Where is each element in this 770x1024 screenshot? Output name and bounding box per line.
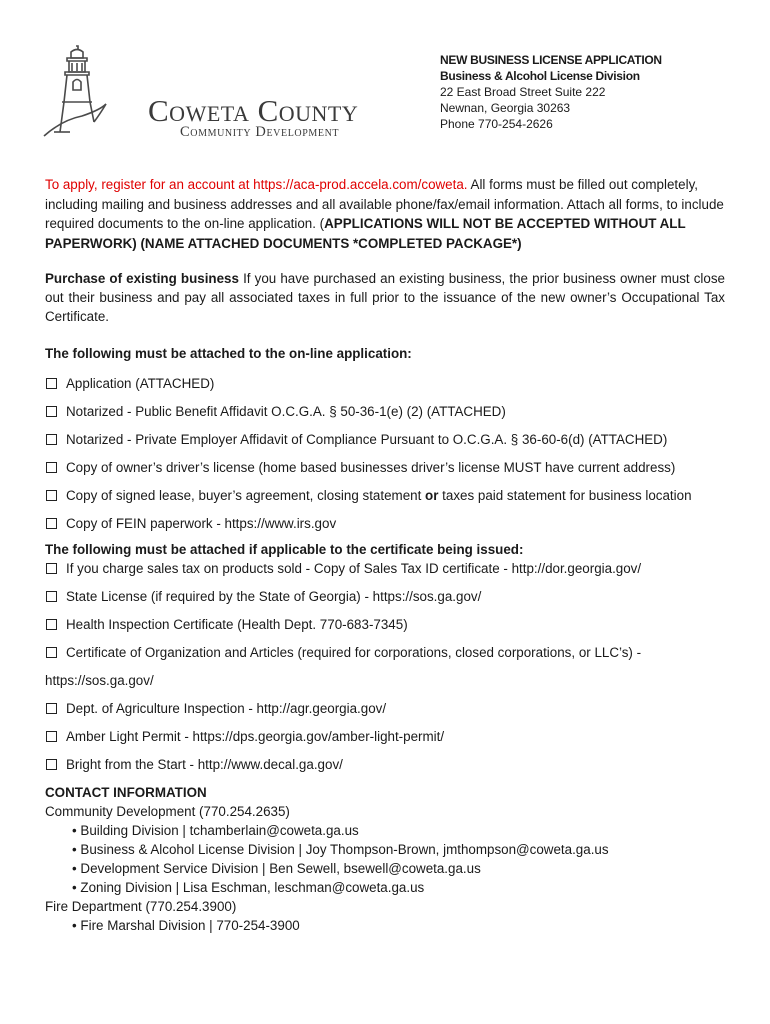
logo-subtitle: Community Development bbox=[180, 124, 340, 140]
purchase-text: If you have purchased an existing business, the prior business owner must close out their business and pay all associated taxes in full prior to the issuance of the new owner’s Occupational Tax Certificate. bbox=[45, 271, 725, 324]
applicable-heading: The following must be attached if applicable to the certificate being issued: bbox=[45, 542, 524, 557]
community-development-line: Community Development (770.254.2635) bbox=[45, 804, 290, 819]
purchase-paragraph bbox=[45, 269, 725, 326]
fire-department-line: Fire Department (770.254.3900) bbox=[45, 899, 237, 914]
required-heading: The following must be attached to the on-line application: bbox=[45, 346, 412, 361]
checkbox[interactable] bbox=[46, 406, 57, 417]
checkbox[interactable] bbox=[46, 619, 57, 630]
header-address-line1: 22 East Broad Street Suite 222 bbox=[440, 85, 606, 99]
checkbox[interactable] bbox=[46, 378, 57, 389]
contact-item: • Business & Alcohol License Division | Joy Thompson-Brown, jmthompson@coweta.ga.us bbox=[72, 842, 609, 857]
purchase-heading: Purchase of existing business bbox=[45, 271, 239, 286]
checklist-item bbox=[45, 587, 725, 606]
header-phone: Phone 770-254-2626 bbox=[440, 117, 553, 131]
checkbox[interactable] bbox=[46, 563, 57, 574]
contact-item: • Building Division | tchamberlain@coweta.ga.us bbox=[72, 823, 359, 838]
document-body bbox=[45, 175, 725, 935]
checklist-item-label: State License (if required by the State of Georgia) - https://sos.ga.gov/ bbox=[66, 589, 482, 604]
checklist-item bbox=[45, 699, 725, 718]
checklist-item bbox=[45, 727, 725, 746]
checklist-item bbox=[45, 374, 725, 393]
checklist-item-label: Notarized - Private Employer Affidavit of Compliance Pursuant to O.C.G.A. § 36-60-6(d) (ATTACHED) bbox=[66, 432, 668, 447]
checklist-item-label: Health Inspection Certificate (Health Dept. 770-683-7345) bbox=[66, 617, 408, 632]
checklist-item-label: Copy of owner’s driver’s license (home based businesses driver’s license MUST have current address) bbox=[66, 460, 676, 475]
required-checklist bbox=[45, 374, 725, 533]
register-link[interactable]: To apply, register for an account at https://aca-prod.accela.com/coweta. bbox=[45, 177, 468, 192]
checklist-item bbox=[45, 514, 725, 533]
checklist-item bbox=[45, 458, 725, 477]
header-address-line2: Newnan, Georgia 30263 bbox=[440, 101, 571, 115]
contact-item: • Development Service Division | Ben Sewell, bsewell@coweta.ga.us bbox=[72, 861, 481, 876]
header-title: NEW BUSINESS LICENSE APPLICATION bbox=[440, 53, 662, 67]
checklist-item-label: If you charge sales tax on products sold - Copy of Sales Tax ID certificate - http://dor.georgia.gov/ bbox=[66, 561, 642, 576]
header-division: Business & Alcohol License Division bbox=[440, 69, 640, 83]
coweta-county-logo bbox=[42, 44, 362, 138]
checkbox[interactable] bbox=[46, 462, 57, 473]
checkbox[interactable] bbox=[46, 759, 57, 770]
checkbox[interactable] bbox=[46, 591, 57, 602]
checklist-item-label: Bright from the Start - http://www.decal.ga.gov/ bbox=[66, 757, 343, 772]
contact-section bbox=[45, 802, 725, 935]
checkbox[interactable] bbox=[46, 703, 57, 714]
checklist-item bbox=[45, 615, 725, 634]
checklist-item-label: Application (ATTACHED) bbox=[66, 376, 215, 391]
applicable-checklist bbox=[45, 559, 725, 774]
lease-text-end: taxes paid statement for business location bbox=[438, 488, 692, 503]
checklist-item bbox=[45, 559, 725, 578]
checklist-item-label: Certificate of Organization and Articles (required for corporations, closed corporations, or LLC’s) - bbox=[66, 645, 642, 660]
checklist-item-wrap: https://sos.ga.gov/ bbox=[45, 673, 154, 688]
logo-title: Coweta County bbox=[148, 93, 359, 128]
contact-heading: CONTACT INFORMATION bbox=[45, 785, 207, 800]
checkbox[interactable] bbox=[46, 647, 57, 658]
checkbox[interactable] bbox=[46, 518, 57, 529]
checklist-item bbox=[45, 755, 725, 774]
checklist-item bbox=[45, 486, 725, 505]
lease-or: or bbox=[425, 488, 439, 503]
header-block bbox=[440, 52, 760, 132]
checklist-item bbox=[45, 643, 725, 662]
intro-warning: APPLICATIONS WILL NOT BE ACCEPTED WITHOUT ALL PAPERWORK) (NAME ATTACHED DOCUMENTS *COMPLETED PACKAGE*) bbox=[45, 216, 686, 251]
contact-item: • Zoning Division | Lisa Eschman, leschman@coweta.ga.us bbox=[72, 880, 425, 895]
intro-text: All forms must be filled out completely, including mailing and business addresses and all available phone/fax/email information. Attach all forms, to include required documents to the on-line application. ( bbox=[45, 177, 724, 231]
checklist-item bbox=[45, 402, 725, 421]
lease-text: Copy of signed lease, buyer’s agreement, closing statement bbox=[66, 488, 426, 503]
lighthouse-icon bbox=[42, 44, 152, 138]
intro-paragraph bbox=[45, 175, 725, 253]
checklist-item-label: Dept. of Agriculture Inspection - http://agr.georgia.gov/ bbox=[66, 701, 387, 716]
checkbox[interactable] bbox=[46, 434, 57, 445]
contact-item: • Fire Marshal Division | 770-254-3900 bbox=[72, 918, 300, 933]
checklist-item-label bbox=[66, 486, 692, 505]
checkbox[interactable] bbox=[46, 731, 57, 742]
checklist-item bbox=[45, 430, 725, 449]
checklist-item-label: Notarized - Public Benefit Affidavit O.C.G.A. § 50-36-1(e) (2) (ATTACHED) bbox=[66, 404, 506, 419]
checklist-item-label: Amber Light Permit - https://dps.georgia.gov/amber-light-permit/ bbox=[66, 729, 445, 744]
checkbox[interactable] bbox=[46, 490, 57, 501]
checklist-item-label: Copy of FEIN paperwork - https://www.irs.gov bbox=[66, 516, 337, 531]
